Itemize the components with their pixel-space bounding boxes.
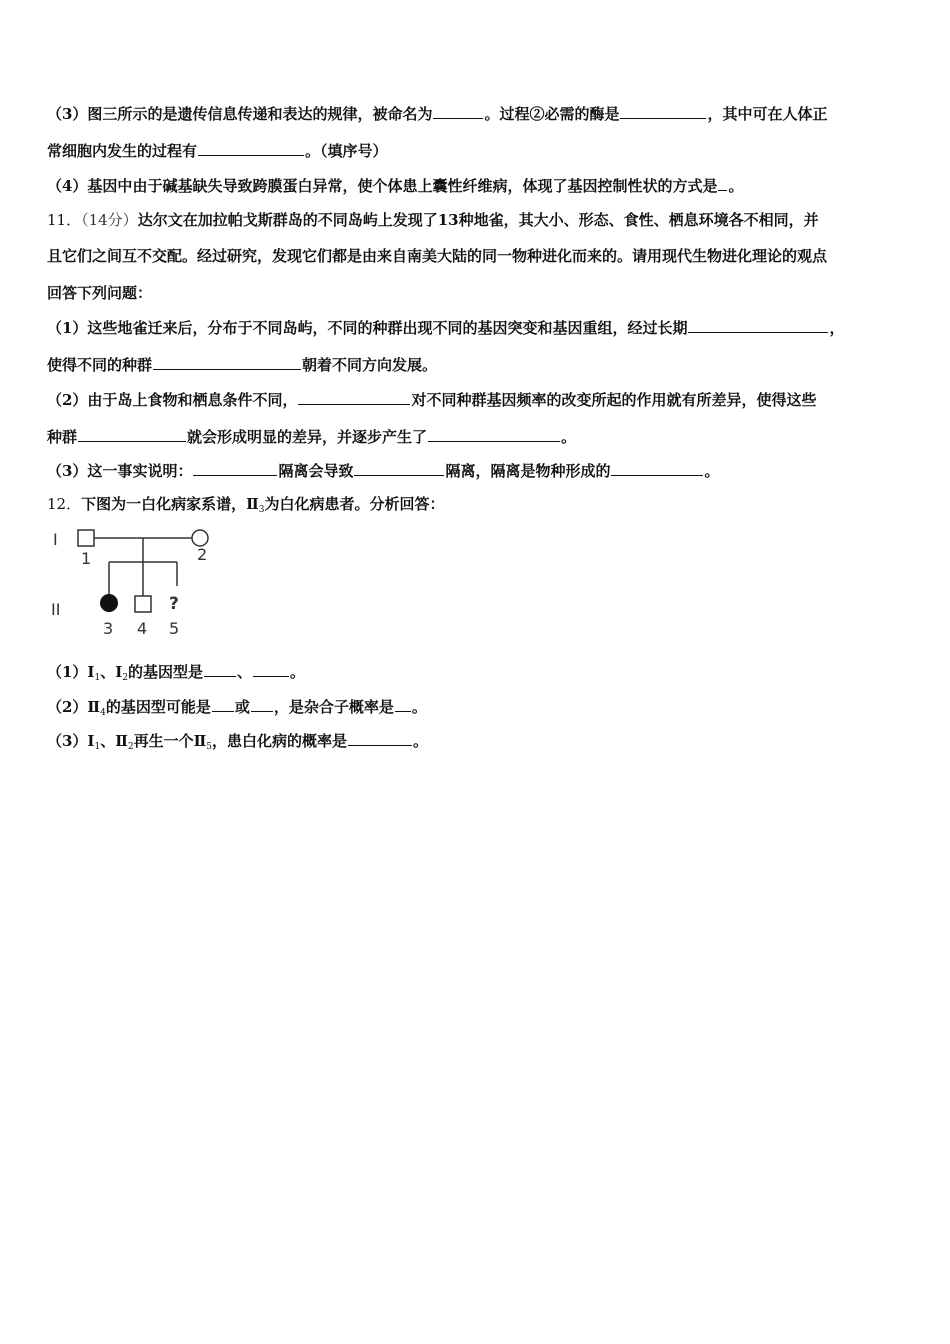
q10-part3-text-a: （3）图三所示的是遗传信息传递和表达的规律，被命名为 — [47, 105, 433, 123]
q12-part3-line — [47, 730, 428, 757]
q11-part1-line2 — [47, 354, 437, 375]
q11-part2-text-c: 种群 — [47, 428, 78, 446]
q12-part1-text-c: 的基因型是 — [127, 663, 203, 681]
individual-i1-male — [78, 530, 94, 546]
q11-intro-line2 — [47, 246, 827, 266]
answer-blank[interactable] — [298, 389, 410, 405]
q12-part1-line — [47, 661, 305, 688]
answer-blank[interactable] — [253, 661, 289, 677]
q11-part2-text-b: 对不同种群基因频率的改变所起的作用就有所差异，使得这些 — [411, 391, 817, 409]
q12-part2-subscript: 4 — [100, 708, 106, 718]
answer-blank[interactable] — [251, 696, 273, 712]
individual-ii5-number: 5 — [169, 619, 180, 638]
q12-part2-text-e: 。 — [411, 698, 427, 716]
q11-part3-line — [47, 460, 720, 481]
individual-i2-number: 2 — [197, 545, 208, 564]
individual-ii3-number: 3 — [103, 619, 114, 638]
answer-blank[interactable] — [153, 354, 301, 370]
q11-intro-text-c: 且它们之间互不交配。经过研究，发现它们都是由来自南美大陆的同一物种进化而来的。请用现代生物进化理论的观点 — [47, 247, 828, 265]
q11-intro-text-d: 回答下列问题： — [47, 284, 153, 302]
q12-part3-text-a: （3）Ⅰ — [47, 732, 95, 750]
q11-intro-line3 — [47, 283, 152, 303]
answer-blank[interactable] — [433, 103, 483, 119]
q11-part1-text-d: 朝着不同方向发展。 — [302, 356, 438, 374]
q11-part3-text-d: 。 — [704, 462, 720, 480]
q11-intro-number: 13 — [437, 211, 459, 229]
individual-ii4-number: 4 — [137, 619, 148, 638]
q12-part1-text-a: （1）Ⅰ — [47, 663, 95, 681]
individual-ii5-unknown: ? — [169, 594, 179, 614]
answer-blank[interactable] — [428, 426, 560, 442]
q11-part3-text-b: 隔离会导致 — [278, 462, 354, 480]
q11-part2-text-e: 。 — [561, 428, 577, 446]
q11-part2-text-d: 就会形成明显的差异，并逐步产生了 — [187, 428, 428, 446]
q12-part3-text-c: 再生一个Ⅱ — [133, 732, 207, 750]
q12-intro-text-b: 为白化病患者。分析回答： — [264, 495, 445, 513]
pedigree-diagram — [45, 522, 225, 642]
answer-blank[interactable] — [620, 103, 706, 119]
q11-part3-text-a: （3）这一事实说明： — [47, 462, 193, 480]
individual-ii4-male — [135, 596, 151, 612]
answer-blank[interactable] — [611, 460, 703, 476]
q11-part1-text-c: 使得不同的种群 — [47, 356, 153, 374]
q12-part3-text-d: ，患白化病的概率是 — [211, 732, 347, 750]
answer-blank[interactable] — [212, 696, 234, 712]
q10-part3-text-e: 。（填序号） — [305, 142, 388, 160]
q10-part4-text-a: （4）基因中由于碱基缺失导致跨膜蛋白异常，使个体患上囊性纤维病，体现了基因控制性状的方式是 — [47, 177, 718, 195]
q10-part3-line1 — [47, 103, 827, 124]
q10-part3-text-c: ，其中可在人体正 — [707, 105, 828, 123]
q12-part2-line — [47, 696, 427, 723]
q10-part3-text-b: 。过程②必需的酶是 — [484, 105, 620, 123]
q12-part1-subscript-2: 2 — [122, 673, 128, 683]
answer-blank[interactable] — [688, 317, 828, 333]
q12-number: 12． — [47, 495, 82, 513]
q12-part3-subscript-1: 1 — [94, 742, 101, 752]
answer-blank[interactable] — [395, 696, 411, 712]
q11-number: 11． — [47, 211, 82, 229]
q12-part2-text-b: 的基因型可能是 — [105, 698, 211, 716]
generation-2-label: II — [51, 600, 61, 619]
q11-intro-text-b: 种地雀，其大小、形态、食性、栖息环境各不相同，并 — [458, 211, 819, 229]
answer-blank[interactable] — [348, 730, 412, 746]
q12-part3-text-b: 、Ⅱ — [100, 732, 128, 750]
q10-part4-line — [47, 175, 743, 196]
q12-part3-subscript-3: 5 — [206, 742, 212, 752]
individual-i1-number: 1 — [81, 549, 92, 568]
q11-intro-line1 — [47, 210, 819, 230]
q11-part2-line1 — [47, 389, 816, 410]
q12-part2-text-a: （2）Ⅱ — [47, 698, 101, 716]
q11-intro-text-a: 达尔文在加拉帕戈斯群岛的不同岛屿上发现了 — [137, 211, 438, 229]
answer-blank[interactable] — [193, 460, 277, 476]
answer-blank[interactable] — [78, 426, 186, 442]
q10-part3-text-d: 常细胞内发生的过程有 — [47, 142, 198, 160]
q12-part1-subscript-1: 1 — [94, 673, 101, 683]
q11-part1-line1 — [47, 317, 844, 338]
answer-blank[interactable] — [204, 661, 236, 677]
individual-ii3-affected-female — [101, 595, 118, 612]
q11-part1-text-b: ， — [829, 319, 845, 337]
q12-part3-text-e: 。 — [413, 732, 429, 750]
q11-points: （14分） — [81, 211, 138, 229]
q12-intro-subscript: 3 — [258, 505, 265, 515]
q11-part3-text-c: 隔离，隔离是物种形成的 — [445, 462, 611, 480]
q12-part1-text-d: 、 — [236, 663, 252, 681]
q12-intro-line — [47, 494, 445, 520]
q11-part1-text-a: （1）这些地雀迁来后，分布于不同岛屿，不同的种群出现不同的基因突变和基因重组，经过长期 — [47, 319, 688, 337]
q11-part2-text-a: （2）由于岛上食物和栖息条件不同， — [47, 391, 298, 409]
q12-intro-text-a: 下图为一白化病家系谱，Ⅱ — [81, 495, 259, 513]
q12-part1-text-b: 、Ⅰ — [100, 663, 123, 681]
answer-blank[interactable] — [198, 140, 304, 156]
q12-part3-subscript-2: 2 — [127, 742, 134, 752]
q12-part2-text-c: 或 — [234, 698, 250, 716]
q10-part3-line2 — [47, 140, 388, 161]
individual-i2-female — [192, 530, 208, 546]
q10-part4-text-b: 。 — [728, 177, 744, 195]
answer-blank[interactable] — [354, 460, 444, 476]
generation-1-label: I — [53, 530, 58, 549]
q12-part1-text-e: 。 — [290, 663, 306, 681]
q11-part2-line2 — [47, 426, 576, 447]
q12-part2-text-d: ，是杂合子概率是 — [273, 698, 394, 716]
answer-blank[interactable] — [718, 175, 727, 191]
